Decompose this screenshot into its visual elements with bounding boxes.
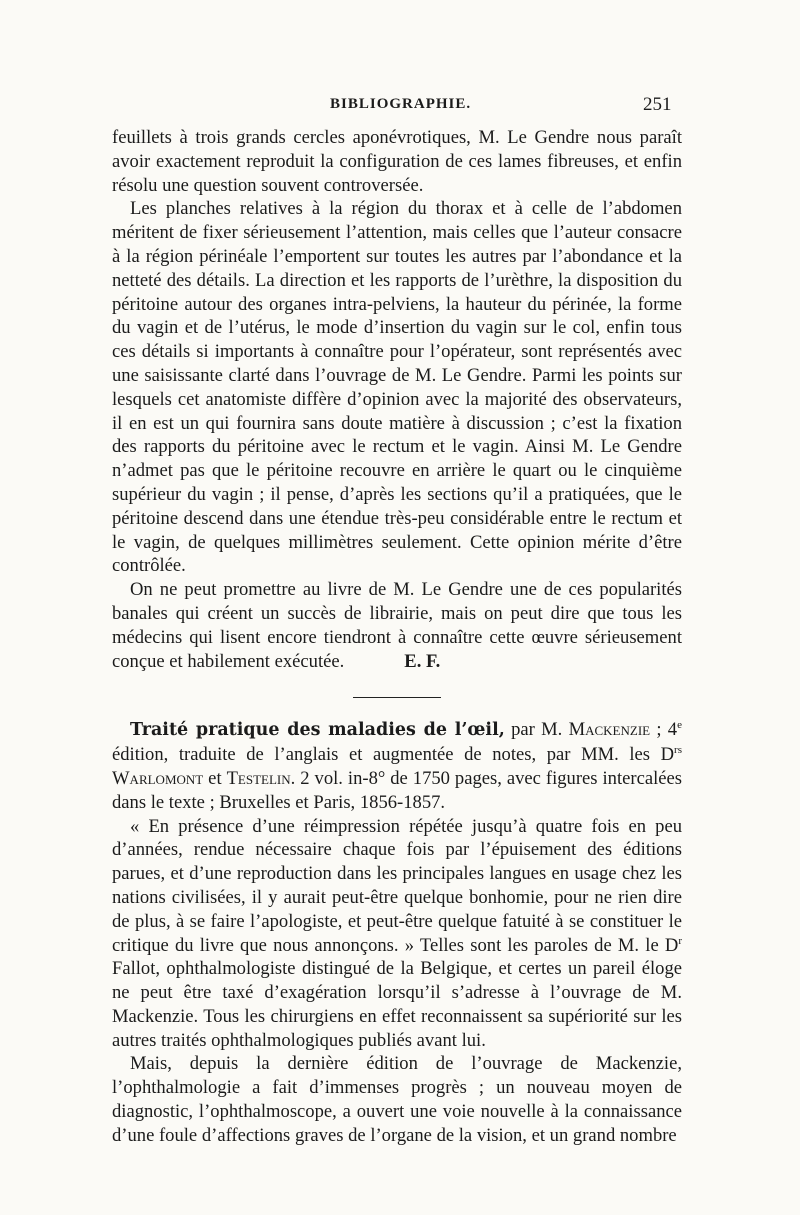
review1-paragraph-3: On ne peut promettre au livre de M. Le Gendre une de ces popularités banales qui créent un succès de librairie, mais on peut dire que tous les médecins qui lisent encore tiendront à connaître cette œuvre sérieusement conçue et habilement exécutée. E. F. [112,579,682,672]
running-title: BIBLIOGRAPHIE. [330,96,472,112]
review2-paragraph-last: Mais, depuis la dernière édition de l’ouvrage de Mackenzie, l’ophthalmologie a fait d’immenses progrès ; un nouveau moyen de diagnostic, l’ophthalmoscope, a ouvert une voie nouvelle à la connaissance d’une foule d’affections graves de l’organe de la vision, et un grand nombre [112,1053,682,1146]
review-signature: E. F. [404,650,441,672]
page-number: 251 [643,94,672,115]
translator-name: Testelin [226,767,291,789]
review1-paragraph-2: Les planches relatives à la région du thorax et à celle de l’abdomen méritent de fixer sérieusement l’attention, mais celles que l’auteur consacre à la région périnéale l’emportent sur toutes les autres par l’abondance et la netteté des détails. La direction et les rapports de l’urèthre, la disposition du péritoine autour des organes intra-pelviens, la hauteur du périnée, la forme du vagin et de l’utérus, le mode d’insertion du vagin sur le col, enfin tous ces détails si importants à connaître pour l’opérateur, sont représentés avec une saisissante clarté dans l’ouvrage de M. Le Gendre. Parmi les points sur lesquels cet anatomiste diffère d’opinion avec la majorité des observateurs, il en est un qui fournira sans doute matière à discussion ; c’est la fixation des rapports du péritoine avec le rectum et le vagin. Ainsi M. Le Gendre n’admet pas que le péritoine recouvre en arrière le quart ou le cinquième supérieur du vagin ; il pense, d’après les sections qu’il a pratiquées, que le péritoine descend dans une étendue très-peu considérable entre le rectum et le vagin, de quelques millimètres seulement. Cette opinion mérite d’être contrôlée. [112,198,682,577]
review1-paragraph-1: feuillets à trois grands cercles aponévrotiques, M. Le Gendre nous paraît avoir exactement reproduit la configuration de ces lames fibreuses, et enfin résolu une question souvent controversée. [112,127,682,196]
translator-name: Warlomont [112,767,204,789]
review2-quote-paragraph: « En présence d’une réimpression répétée jusqu’à quatre fois en peu d’années, rendue nécessaire chaque fois par l’épuisement des éditions parues, et d’une reproduction dans les principales langues en usage chez les nations civilisées, il y aurait peut-être quelque bonhomie, pour ne rien dire de plus, à se faire l’apologiste, et peut-être quelque fatuité à se constituer le critique du livre que nous annonçons. » Telles sont les paroles de M. le $D^r$ Fallot, ophthalmologiste distingué de la Belgique, et certes un pareil éloge ne peut être taxé d’exagération lorsqu’il s’adresse à l’ouvrage de M. Mackenzie. Tous les chirurgiens en effet reconnaissent sa supériorité sur les autres traités ophthalmologiques publiés avant lui. [112,815,682,1051]
running-head [0,96,800,122]
author-name: Mackenzie [568,719,651,741]
text-block [112,126,682,1148]
review2-citation: Traité pratique des maladies de l’œil, par M. Mackenzie ; 4e édition, traduite de l’anglais et augmentée de notes, par MM. les $D^{rs}$ Warlomont et Testelin. 2 vol. in-8° de 1750 pages, avec figures intercalées dans le texte ; Bruxelles et Paris, 1856-1857. [112,719,682,813]
section-divider [353,697,441,698]
book-title: Traité pratique des maladies de l’œil, [130,720,505,741]
review1-paragraph-3-wrapper [112,578,682,673]
